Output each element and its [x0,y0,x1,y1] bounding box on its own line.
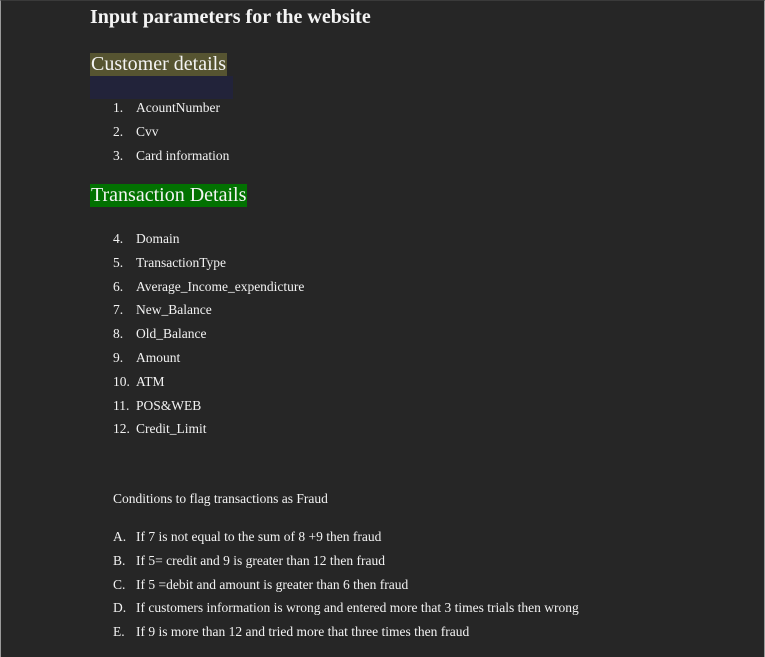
list-item-label: POS&WEB [136,397,202,413]
list-item [113,322,304,346]
list-item [113,144,229,168]
list-item-label: If 5= credit and 9 is greater than 12 then fraud [136,552,386,568]
fraud-conditions-intro: Conditions to flag transactions as Fraud [113,491,328,506]
list-item-label: If 5 =debit and amount is greater than 6 then fraud [136,576,409,592]
transaction-details-heading: Transaction Details [91,184,247,206]
list-item-label: TransactionType [136,254,227,270]
list-item [113,298,304,322]
list-item [113,394,304,418]
list-marker: D. [113,600,127,616]
list-item [113,346,304,370]
list-item-label: Old_Balance [136,326,207,342]
list-item-label: ATM [136,373,165,389]
list-item [113,120,229,144]
list-item-label: AcountNumber [136,100,220,115]
list-item-label: Card information [136,147,230,163]
list-marker: 12. [113,421,130,437]
customer-details-heading: Customer details [91,53,226,75]
list-item [113,573,579,597]
list-item-label: New_Balance [136,302,212,318]
list-marker: 9. [113,349,124,365]
list-item [113,370,304,394]
list-item-label: If 9 is more than 12 and tried more that three times then fraud [136,624,470,640]
list-item-label: Domain [136,231,180,246]
list-marker: 11. [113,397,130,413]
list-item-label: If 7 is not equal to the sum of 8 +9 then fraud [136,529,382,544]
list-marker: 8. [113,326,124,342]
list-marker: 5. [113,254,124,270]
transaction-parameter-list [113,227,304,441]
list-marker: 7. [113,302,124,318]
list-item [113,275,304,299]
fraud-conditions-list [113,525,579,644]
list-marker: C. [113,576,126,592]
list-item-label: Average_Income_expendicture [136,278,305,294]
list-marker: A. [113,529,127,544]
list-marker: 1. [113,100,124,115]
page-title: Input parameters for the website [90,6,371,28]
customer-parameter-list [113,96,229,167]
list-marker: 6. [113,278,124,294]
list-item-label: If customers information is wrong and entered more that 3 times trials then wrong [136,600,579,616]
list-item [113,596,579,620]
list-marker: 10. [113,373,130,389]
list-marker: E. [113,624,125,640]
list-marker: B. [113,552,126,568]
list-item-label: Credit_Limit [136,421,207,437]
list-item [113,620,579,644]
list-marker: 4. [113,231,124,246]
list-item [113,251,304,275]
list-item [113,417,304,441]
list-item-label: Cvv [136,123,159,139]
document-page [1,1,764,657]
list-marker: 2. [113,123,124,139]
list-item-label: Amount [136,349,181,365]
list-item [113,96,229,120]
list-item [113,227,304,251]
list-marker: 3. [113,147,124,163]
list-item [113,549,579,573]
list-item [113,525,579,549]
